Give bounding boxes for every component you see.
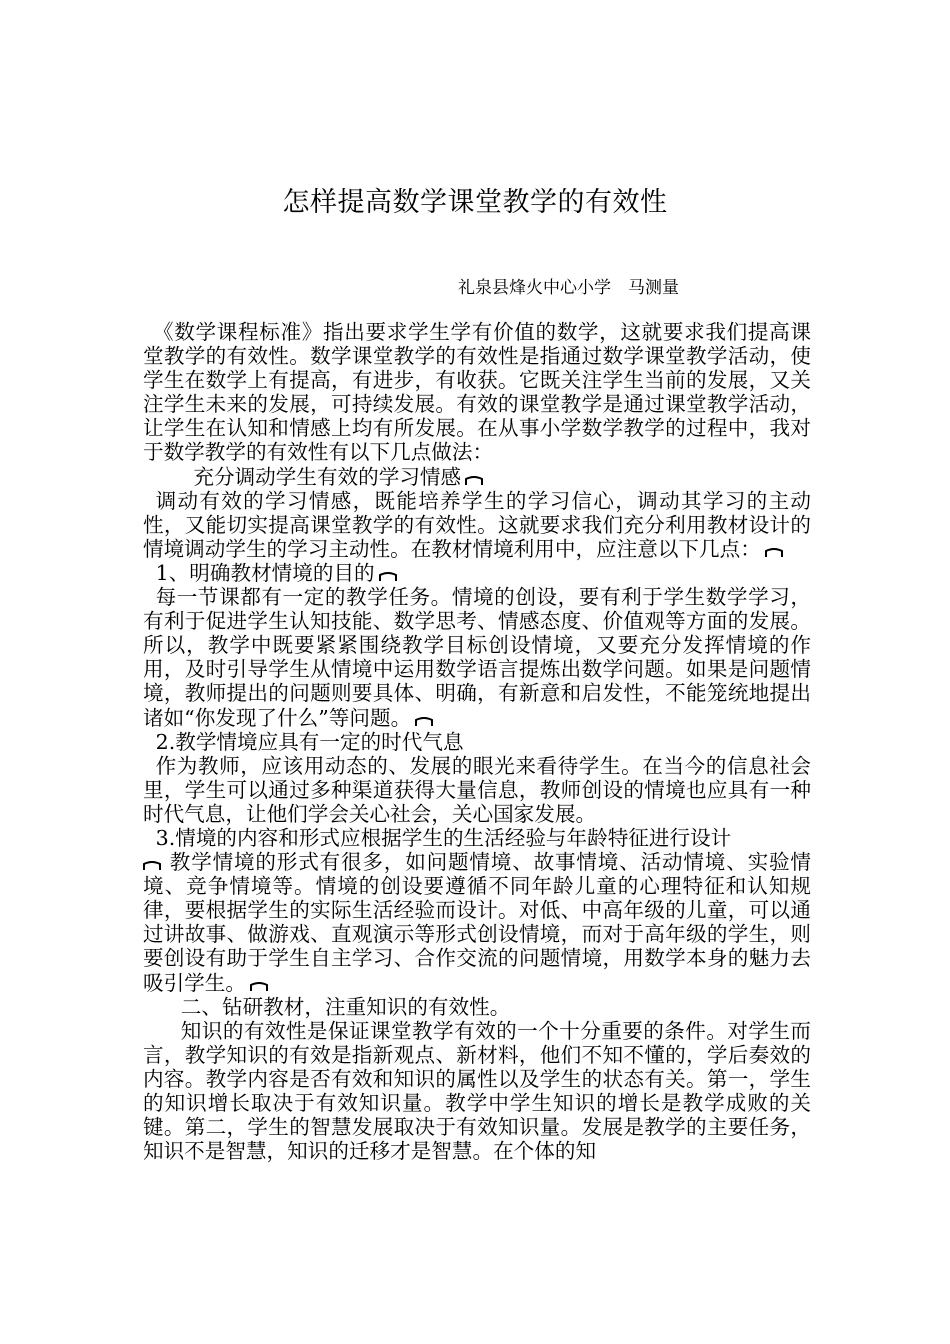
paragraph-text: 知识的有效性是保证课堂教学有效的一个十分重要的条件。对学生而言，教学知识的有效是指新观点、新材料，他们不知不懂的，学后奏效的内容。教学内容是否有效和知识的属性以及学生的状态有关。第一，学生的知识增长取决于有效知识量。教学中学生知识的增长是教学成败的关键。第二，学生的智慧发展取决于有效知识量。发展是教学的主要任务，知识不是智慧，知识的迁移才是智慧。在个体的知 xyxy=(143,1018,811,1164)
paragraph-text: 作为教师，应该用动态的、发展的眼光来看待学生。在当今的信息社会里，学生可以通过多种渠道获得大量信息，教师创设的情境也应具有一种时代气息，让他们学会关心社会，关心国家发展。 xyxy=(143,753,811,826)
body-paragraph xyxy=(143,995,811,1019)
paragraph-text: 教学情境的形式有很多，如问题情境、故事情境、活动情境、实验情境、竞争情境等。情境的创设要遵循不同年龄儿童的心理特征和认知规律，要根据学生的实际生活经验而设计。对低、中高年级的儿童，可以通过讲故事、做游戏、直观演示等形式创设情境，而对于高年级的学生，则要创设有助于学生自主学习、合作交流的问题情境，用数学本身的魅力去吸引学生。 xyxy=(143,850,811,995)
paragraph-mark-icon xyxy=(143,861,161,871)
paragraph-mark-icon xyxy=(465,476,483,486)
paragraph-text: 调动有效的学习情感，既能培养学生的学习信心，调动其学习的主动性，又能切实提高课堂教学的有效性。这就要求我们充分利用教材设计的情境调动学生的学习主动性。在教材情境利用中，应注意以下几点： xyxy=(143,488,811,561)
paragraph-mark-icon xyxy=(379,572,397,582)
document-body xyxy=(143,320,811,1163)
body-paragraph xyxy=(143,850,811,995)
paragraph-text: 2.教学情境应具有一定的时代气息 xyxy=(155,729,464,754)
body-paragraph xyxy=(143,489,811,561)
body-paragraph xyxy=(143,730,811,754)
body-paragraph xyxy=(143,754,811,826)
paragraph-text: 二、钻研教材，注重知识的有效性。 xyxy=(180,994,511,1019)
body-paragraph xyxy=(143,561,811,585)
paragraph-mark-icon xyxy=(415,717,433,727)
document-author: 礼泉县烽火中心小学 马测量 xyxy=(458,278,679,298)
paragraph-mark-icon xyxy=(250,982,268,992)
paragraph-text: 充分调动学生有效的学习情感 xyxy=(193,464,462,489)
body-paragraph xyxy=(143,320,811,465)
body-paragraph xyxy=(143,1019,811,1164)
body-paragraph xyxy=(143,585,811,730)
paragraph-text: 1、明确教材情境的目的 xyxy=(155,560,375,585)
paragraph-text: 《数学课程标准》指出要求学生学有价值的数学，这就要求我们提高课堂教学的有效性。数学课堂教学的有效性是指通过数学课堂教学活动，使学生在数学上有提高，有进步，有收获。它既关注学生当前的发展，又关注学生未来的发展，可持续发展。有效的课堂教学是通过课堂教学活动，让学生在认知和情感上均有所发展。在从事小学数学教学的过程中，我对于数学教学的有效性有以下几点做法： xyxy=(143,320,811,465)
body-paragraph xyxy=(143,465,811,489)
paragraph-text: 每一节课都有一定的教学任务。情境的创设，要有利于学生数学学习，有利于促进学生认知技能、数学思考、情感态度、价值观等方面的发展。所以，教学中既要紧紧围绕教学目标创设情境，又要充分发挥情境的作用，及时引导学生从情境中运用数学语言提炼出数学问题。如果是问题情境，教师提出的问题则要具体、明确，有新意和启发性，不能笼统地提出诸如“你发现了什么”等问题。 xyxy=(143,585,811,730)
paragraph-mark-icon xyxy=(765,548,783,558)
body-paragraph xyxy=(143,826,811,850)
document-title: 怎样提高数学课堂教学的有效性 xyxy=(282,187,668,218)
paragraph-text: 3.情境的内容和形式应根据学生的生活经验与年龄特征进行设计 xyxy=(155,825,732,850)
